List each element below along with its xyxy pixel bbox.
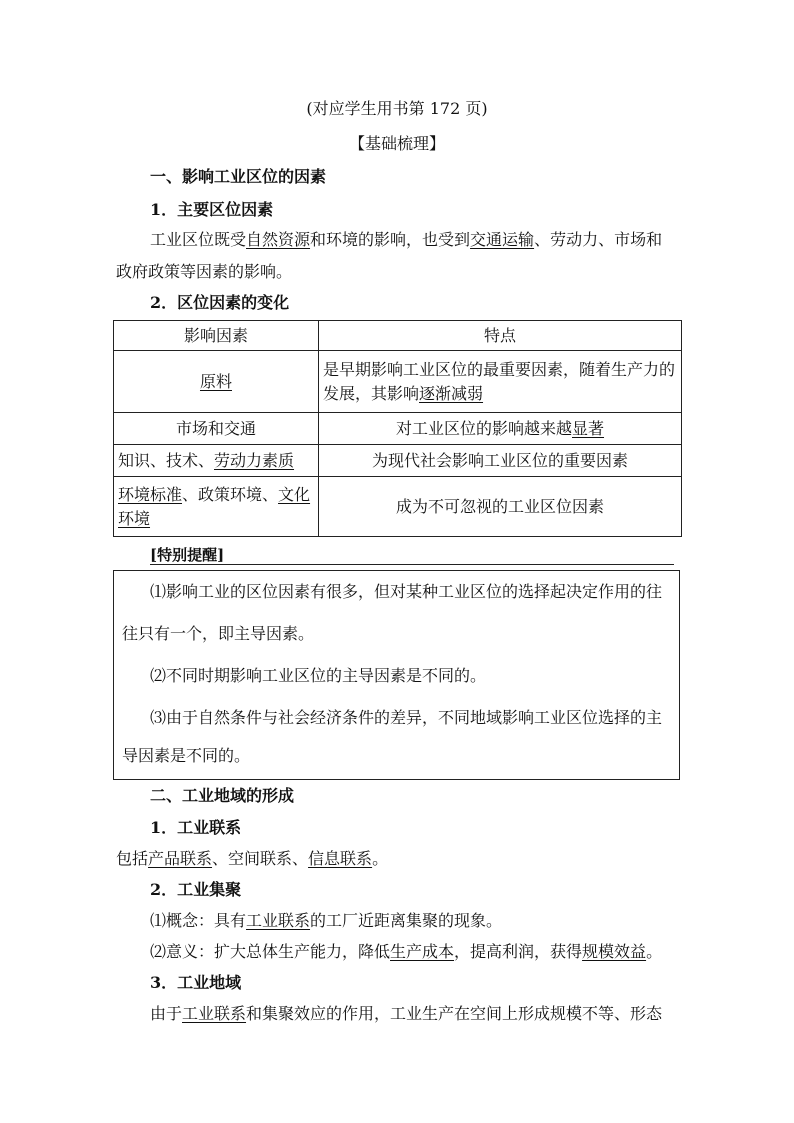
note-line: ⑶由于自然条件与社会经济条件的差异，不同地域影响工业区位选择的主 bbox=[150, 708, 663, 727]
feature-cell: 是早期影响工业区位的最重要因素，随着生产力的 发展，其影响逐渐减弱 bbox=[319, 351, 682, 413]
factor-cell: 市场和交通 bbox=[114, 413, 319, 445]
note-line: ⑵不同时期影响工业区位的主导因素是不同的。 bbox=[150, 666, 487, 685]
table-row bbox=[114, 351, 682, 413]
subheading-main-factors: 1．主要区位因素 bbox=[150, 200, 274, 219]
table-row bbox=[114, 413, 682, 445]
subheading-industrial-linkage: 1．工业联系 bbox=[150, 818, 242, 837]
table-row bbox=[114, 477, 682, 537]
feature-cell: 对工业区位的影响越来越显著 bbox=[319, 413, 682, 445]
paragraph-main-factors: 工业区位既受自然资源和环境的影响，也受到交通运输、劳动力、市场和 bbox=[150, 230, 663, 249]
header-factor: 影响因素 bbox=[114, 321, 319, 351]
paragraph-industrial-region: 由于工业联系和集聚效应的作用，工业生产在空间上形成规模不等、形态 bbox=[150, 1004, 663, 1023]
paragraph-main-factors-cont: 政府政策等因素的影响。 bbox=[116, 262, 293, 281]
paragraph-linkage: 包括产品联系、空间联系、信息联系。 bbox=[116, 849, 389, 868]
factor-cell: 原料 bbox=[199, 371, 232, 391]
subheading-industrial-region: 3．工业地域 bbox=[150, 973, 242, 992]
paragraph-significance: ⑵意义：扩大总体生产能力，降低生产成本，提高利润，获得规模效益。 bbox=[150, 942, 663, 961]
factor-cell: 环境标准、政策环境、文化 环境 bbox=[114, 477, 319, 537]
note-line: 导因素是不同的。 bbox=[122, 746, 251, 765]
special-note-box bbox=[113, 570, 680, 780]
note-line: ⑴影响工业的区位因素有很多，但对某种工业区位的选择起决定作用的往 bbox=[150, 582, 663, 601]
subheading-agglomeration: 2．工业集聚 bbox=[150, 880, 242, 899]
factor-cell: 知识、技术、劳动力素质 bbox=[114, 445, 319, 477]
page-reference: (对应学生用书第 172 页) bbox=[306, 99, 488, 118]
note-line: 往只有一个，即主导因素。 bbox=[122, 624, 315, 643]
paragraph-concept: ⑴概念：具有工业联系的工厂近距离集聚的现象。 bbox=[150, 911, 503, 930]
feature-cell: 为现代社会影响工业区位的重要因素 bbox=[319, 445, 682, 477]
header-feature: 特点 bbox=[319, 321, 682, 351]
section2-title: 二、工业地域的形成 bbox=[150, 786, 295, 805]
table-header-row bbox=[114, 321, 682, 351]
special-note-header: [特别提醒] bbox=[150, 544, 674, 565]
section-label: 【基础梳理】 bbox=[348, 134, 445, 153]
factor-change-table bbox=[113, 320, 682, 537]
feature-cell: 成为不可忽视的工业区位因素 bbox=[319, 477, 682, 537]
subheading-factor-changes: 2．区位因素的变化 bbox=[150, 293, 290, 312]
section1-title: 一、影响工业区位的因素 bbox=[150, 167, 327, 186]
table-row bbox=[114, 445, 682, 477]
